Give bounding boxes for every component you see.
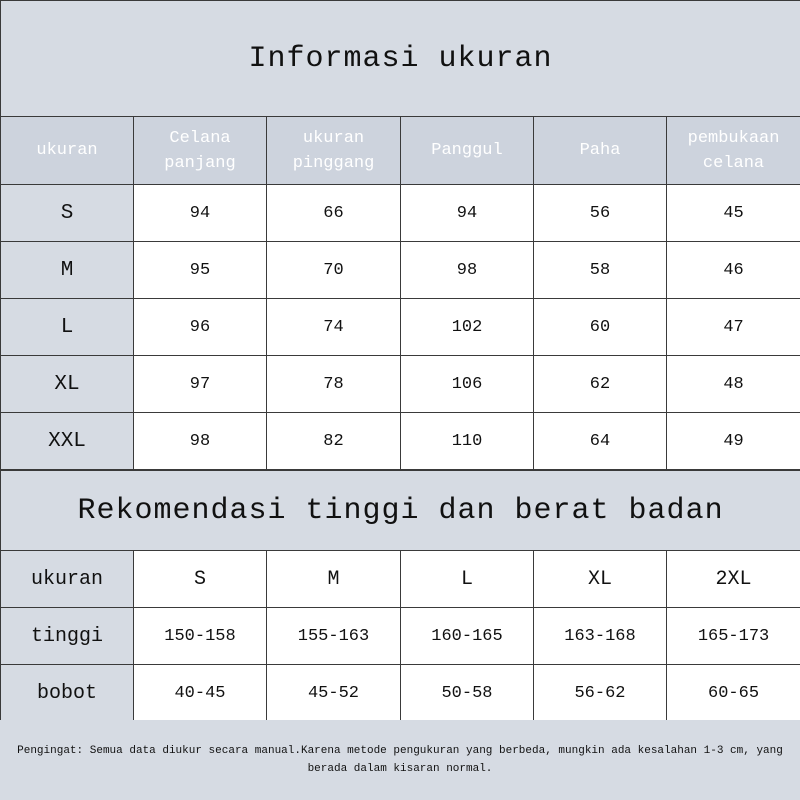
hip-value: 98 — [401, 242, 534, 299]
recommendation-title: Rekomendasi tinggi dan berat badan — [1, 471, 800, 551]
waist-value: 82 — [267, 413, 401, 470]
size-label: XL — [1, 356, 134, 413]
waist-value: 74 — [267, 299, 401, 356]
height-label: tinggi — [1, 608, 134, 665]
header-waist: ukuran pinggang — [267, 117, 401, 185]
thigh-value: 64 — [534, 413, 667, 470]
table-row — [1, 608, 800, 665]
waist-value: 70 — [267, 242, 401, 299]
rec-size-l: L — [401, 551, 534, 608]
rec-header-size: ukuran — [1, 551, 134, 608]
table-row — [1, 185, 800, 242]
hip-value: 94 — [401, 185, 534, 242]
pants-length-value: 94 — [134, 185, 267, 242]
size-label: M — [1, 242, 134, 299]
header-size: ukuran — [1, 117, 134, 185]
waist-value: 66 — [267, 185, 401, 242]
table-row — [1, 299, 800, 356]
recommendation-table — [0, 470, 800, 722]
size-label: S — [1, 185, 134, 242]
waist-value: 78 — [267, 356, 401, 413]
leg-opening-value: 48 — [667, 356, 800, 413]
height-value: 155-163 — [267, 608, 401, 665]
weight-value: 40-45 — [134, 665, 267, 722]
table-row — [1, 413, 800, 470]
size-info-header-row — [1, 117, 800, 185]
thigh-value: 60 — [534, 299, 667, 356]
table-row — [1, 356, 800, 413]
pants-length-value: 95 — [134, 242, 267, 299]
thigh-value: 58 — [534, 242, 667, 299]
hip-value: 110 — [401, 413, 534, 470]
hip-value: 106 — [401, 356, 534, 413]
table-row — [1, 242, 800, 299]
hip-value: 102 — [401, 299, 534, 356]
height-value: 165-173 — [667, 608, 800, 665]
leg-opening-value: 49 — [667, 413, 800, 470]
header-leg-opening: pembukaan celana — [667, 117, 800, 185]
header-thigh: Paha — [534, 117, 667, 185]
size-label: XXL — [1, 413, 134, 470]
leg-opening-value: 47 — [667, 299, 800, 356]
thigh-value: 56 — [534, 185, 667, 242]
weight-label: bobot — [1, 665, 134, 722]
size-info-title: Informasi ukuran — [1, 1, 800, 117]
weight-value: 56-62 — [534, 665, 667, 722]
leg-opening-value: 45 — [667, 185, 800, 242]
recommendation-header-row — [1, 551, 800, 608]
thigh-value: 62 — [534, 356, 667, 413]
weight-value: 50-58 — [401, 665, 534, 722]
header-pants-length: Celana panjang — [134, 117, 267, 185]
header-hip: Panggul — [401, 117, 534, 185]
table-row — [1, 665, 800, 722]
height-value: 160-165 — [401, 608, 534, 665]
height-value: 150-158 — [134, 608, 267, 665]
weight-value: 60-65 — [667, 665, 800, 722]
height-value: 163-168 — [534, 608, 667, 665]
pants-length-value: 98 — [134, 413, 267, 470]
weight-value: 45-52 — [267, 665, 401, 722]
rec-size-2xl: 2XL — [667, 551, 800, 608]
rec-size-xl: XL — [534, 551, 667, 608]
rec-size-m: M — [267, 551, 401, 608]
rec-size-s: S — [134, 551, 267, 608]
size-label: L — [1, 299, 134, 356]
pants-length-value: 97 — [134, 356, 267, 413]
measurement-note: Pengingat: Semua data diukur secara manual.Karena metode pengukuran yang berbeda, mungkin ada kesalahan 1-3 cm, yang berada dalam kisaran normal. — [0, 720, 800, 800]
pants-length-value: 96 — [134, 299, 267, 356]
leg-opening-value: 46 — [667, 242, 800, 299]
